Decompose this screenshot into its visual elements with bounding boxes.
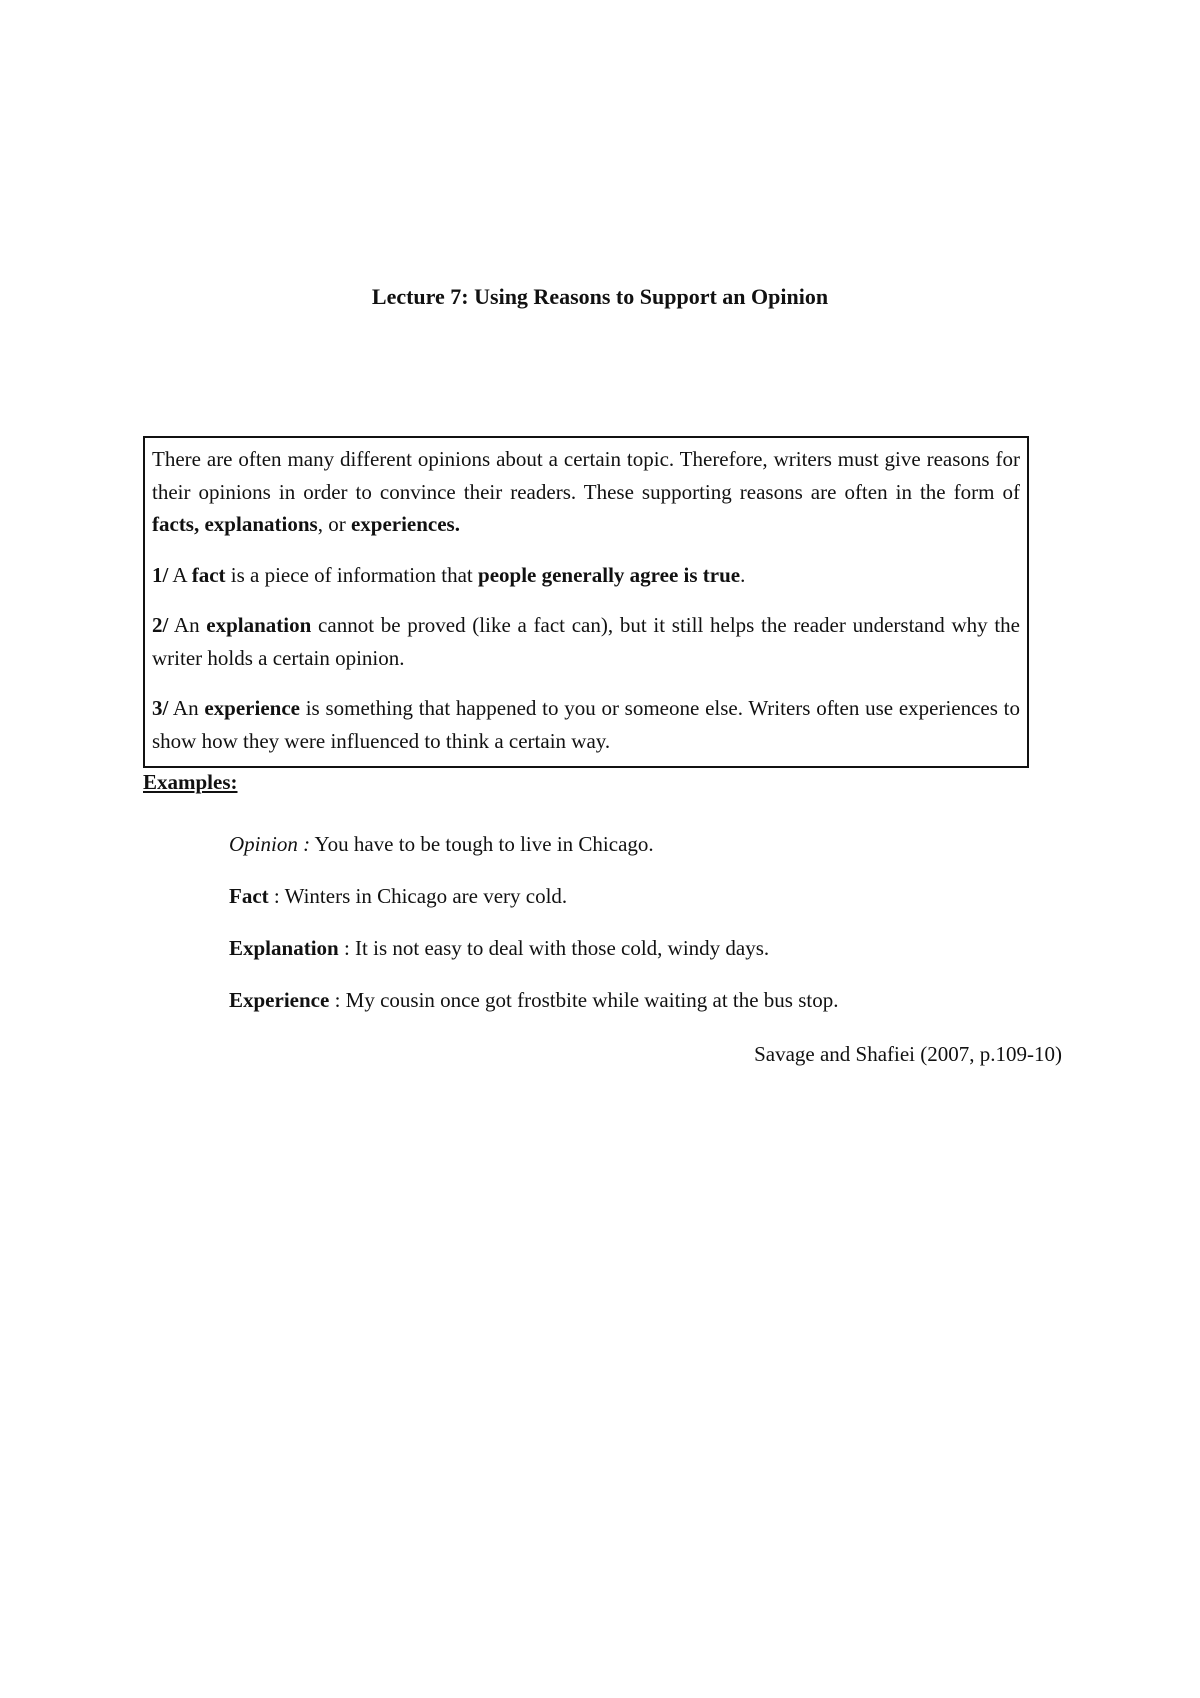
opinion-text: You have to be tough to live in Chicago. (310, 832, 654, 856)
fact-def-end: . (740, 562, 746, 587)
explanation-definition (152, 609, 1020, 674)
fact-label: Fact (229, 884, 269, 908)
definition-box (143, 436, 1029, 768)
item-number-2: 2/ (152, 613, 169, 637)
page-title: Lecture 7: Using Reasons to Support an Opinion (371, 284, 829, 309)
examples-heading: Examples: (143, 770, 238, 794)
intro-paragraph (152, 443, 1020, 541)
fact-term: fact (191, 562, 226, 587)
intro-bold-facts-explanations: facts, explanations (152, 512, 318, 536)
explanation-def-text-b: cannot be proved (like a fact can), but it still helps the reader understand why the writer holds a certain opinion. (152, 613, 1020, 670)
fact-def-text-a: A (168, 562, 192, 587)
opinion-label: Opinion : (229, 832, 311, 856)
item-number-1: 1/ (152, 562, 169, 587)
intro-connector: , or (317, 512, 351, 536)
experience-def-text-a: An (168, 696, 205, 720)
fact-definition (152, 559, 1020, 592)
example-explanation (229, 936, 769, 961)
fact-def-bold: people generally agree is true (478, 562, 741, 587)
experience-example-text: : My cousin once got frostbite while waiting at the bus stop. (329, 988, 839, 1012)
experience-definition (152, 692, 1020, 757)
fact-def-text-b: is a piece of information that (225, 562, 479, 587)
explanation-def-text-a: An (168, 613, 207, 637)
fact-example-text: : Winters in Chicago are very cold. (268, 884, 568, 908)
example-fact (229, 884, 567, 909)
intro-bold-experiences: experiences. (350, 512, 460, 536)
experience-term: experience (204, 696, 300, 720)
citation: Savage and Shafiei (2007, p.109-10) (754, 1042, 1062, 1066)
experience-def-text-b: is something that happened to you or someone else. Writers often use experiences to show how they were influenced to think a certain way. (152, 696, 1020, 753)
example-opinion (229, 832, 654, 857)
explanation-term: explanation (206, 613, 312, 637)
intro-text: There are often many different opinions about a certain topic. Therefore, writers must give reasons for their opinions in order to convince their readers. These supporting reasons are often in the form of (152, 447, 1020, 504)
item-number-3: 3/ (152, 696, 169, 720)
explanation-label: Explanation (229, 936, 339, 960)
experience-label: Experience (229, 988, 330, 1012)
example-experience (229, 988, 839, 1013)
explanation-example-text: : It is not easy to deal with those cold, windy days. (338, 936, 770, 960)
